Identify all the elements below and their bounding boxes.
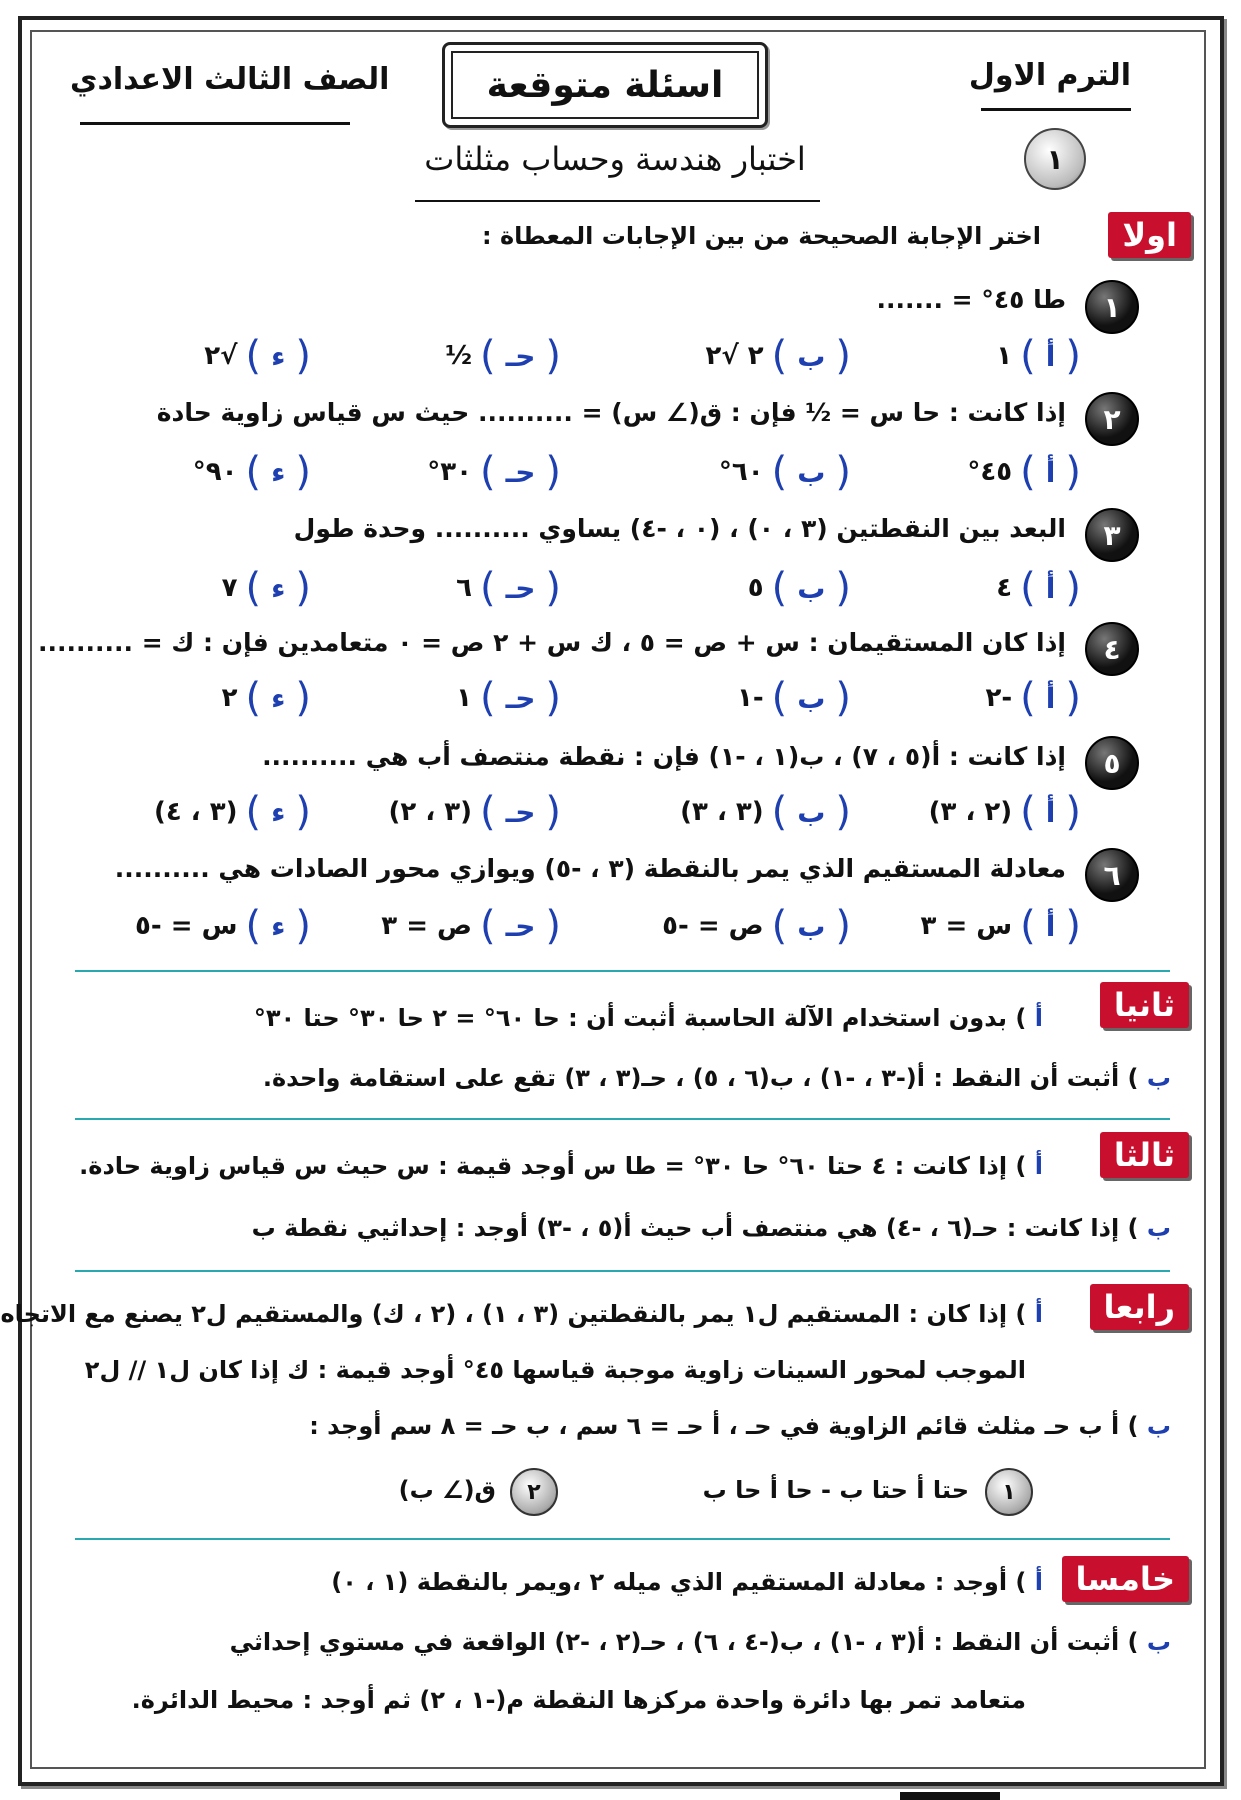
page-title: اسئلة متوقعة (451, 51, 759, 119)
option-5-a[interactable]: ( أ ) (٢ ، ٣) (928, 789, 1081, 835)
section-label-4: رابعا (1090, 1284, 1189, 1330)
section4-part-b: ب ) أ ب حـ مثلث قائم الزاوية في حـ ، أ حـ = ٦ سم ، ب حـ = ٨ سم أوجد : (309, 1412, 1171, 1440)
option-3-c[interactable]: ( حـ ) ٦ (456, 565, 561, 611)
section3-part-a: أ ) إذا كانت : ٤ حتا ٦٠° حا ٣٠° = طا س أوجد قيمة : س حيث س قياس زاوية حادة. (79, 1152, 1043, 1180)
option-3-a[interactable]: ( أ ) ٤ (996, 565, 1081, 611)
grade-label: الصف الثالث الاعدادي (70, 62, 390, 97)
grade-underline (80, 122, 350, 125)
section-label-3: ثالثا (1100, 1132, 1189, 1178)
section5-part-b-line2: متعامد تمر بها دائرة واحدة مركزها النقطة م(-١ ، ٢) ثم أوجد : محيط الدائرة. (131, 1686, 1026, 1714)
option-3-b[interactable]: ( ب ) ٥ (747, 565, 851, 611)
subquestion-badge-1: ١ (985, 1468, 1033, 1516)
question-number-3: ٣ (1085, 508, 1139, 562)
section-label-2: ثانيا (1100, 982, 1189, 1028)
question-number-1: ١ (1085, 280, 1139, 334)
section-label-5: خامسا (1062, 1556, 1189, 1602)
option-1-a[interactable]: ( أ ) ١ (996, 333, 1081, 379)
divider-1 (75, 970, 1170, 972)
question-text-2: إذا كانت : حا س = ½ فإن : ق(∠ س) = .......... حيث س قياس زاوية حادة (156, 398, 1066, 427)
question-number-5: ٥ (1085, 736, 1139, 790)
section4-part-a-line1: أ ) إذا كان : المستقيم ل١ يمر بالنقطتين (٣ ، ١) ، (٢ ، ك) والمستقيم ل٢ يصنع مع الاتجاه (0, 1300, 1043, 1328)
option-4-d[interactable]: ( ء ) ٢ (221, 675, 311, 721)
option-2-d[interactable]: ( ء ) ٩٠° (192, 449, 311, 495)
section-label-1: اولا (1108, 212, 1191, 258)
option-2-c[interactable]: ( حـ ) ٣٠° (427, 449, 561, 495)
bottom-tab (900, 1792, 1000, 1800)
section1-instruction: اختر الإجابة الصحيحة من بين الإجابات المعطاة : (482, 222, 1041, 250)
subtitle-underline (415, 200, 820, 202)
divider-3 (75, 1270, 1170, 1272)
divider-4 (75, 1538, 1170, 1540)
term-underline (981, 108, 1131, 111)
title-box (442, 42, 768, 128)
section5-part-a: أ ) أوجد : معادلة المستقيم الذي ميله ٢ ،ويمر بالنقطة (١ ، ٠) (331, 1568, 1043, 1596)
section5-part-b-line1: ب ) أثبت أن النقط : أ(٣ ، -١) ، ب(-٤ ، ٦) ، حـ(٢ ، -٢) الواقعة في مستوي إحداثي (229, 1628, 1171, 1656)
question-number-4: ٤ (1085, 622, 1139, 676)
question-text-3: البعد بين النقطتين (٣ ، ٠) ، (٠ ، -٤) يساوي .......... وحدة طول (293, 514, 1066, 543)
option-1-d[interactable]: ( ء ) √٢ (204, 333, 311, 379)
option-5-c[interactable]: ( حـ ) (٣ ، ٢) (388, 789, 561, 835)
question-text-1: طا ٤٥° = ....... (876, 285, 1066, 314)
section2-part-b: ب ) أثبت أن النقط : أ(-٣ ، -١) ، ب(٦ ، ٥) ، حـ(٣ ، ٣) تقع على استقامة واحدة. (262, 1064, 1171, 1092)
option-5-b[interactable]: ( ب ) (٣ ، ٣) (680, 789, 851, 835)
option-6-c[interactable]: ( حـ ) ص = ٣ (381, 903, 561, 949)
option-1-b[interactable]: ( ب ) ٢ √٢ (705, 333, 851, 379)
page-subtitle: اختبار هندسة وحساب مثلثات (424, 140, 806, 178)
divider-2 (75, 1118, 1170, 1120)
section4-part-a-line2: الموجب لمحور السينات زاوية موجبة قياسها ٤٥° أوجد قيمة : ك إذا كان ل١ // ل٢ (84, 1356, 1026, 1384)
term-label: الترم الاول (968, 58, 1131, 93)
question-number-2: ٢ (1085, 392, 1139, 446)
option-5-d[interactable]: ( ء ) (٣ ، ٤) (153, 789, 311, 835)
question-text-5: إذا كانت : أ(٥ ، ٧) ، ب(١ ، -١) فإن : نقطة منتصف أب هي .......... (262, 742, 1066, 771)
option-6-d[interactable]: ( ء ) س = -٥ (135, 903, 311, 949)
option-2-b[interactable]: ( ب ) ٦٠° (718, 449, 851, 495)
test-number-badge: ١ (1024, 128, 1086, 190)
question-text-4: إذا كان المستقيمان : س + ص = ٥ ، ك س + ٢ ص = ٠ متعامدين فإن : ك = .......... (38, 628, 1066, 657)
subquestion-badge-2: ٢ (510, 1468, 558, 1516)
section4-subquestion-2: ق(∠ ب) (398, 1476, 496, 1504)
section4-subquestion-1: حتا أ حتا ب - حا أ حا ب (702, 1476, 969, 1504)
option-3-d[interactable]: ( ء ) ٧ (221, 565, 311, 611)
option-4-b[interactable]: ( ب ) -١ (736, 675, 851, 721)
section3-part-b: ب ) إذا كانت : حـ(٦ ، -٤) هي منتصف أب حيث أ(٥ ، -٣) أوجد : إحداثيي نقطة ب (251, 1214, 1171, 1242)
option-4-a[interactable]: ( أ ) -٢ (985, 675, 1081, 721)
option-6-a[interactable]: ( أ ) س = ٣ (920, 903, 1081, 949)
option-6-b[interactable]: ( ب ) ص = -٥ (662, 903, 851, 949)
question-text-6: معادلة المستقيم الذي يمر بالنقطة (٣ ، -٥) ويوازي محور الصادات هي .......... (114, 854, 1066, 883)
option-2-a[interactable]: ( أ ) ٤٥° (967, 449, 1081, 495)
option-4-c[interactable]: ( حـ ) ١ (456, 675, 561, 721)
section2-part-a: أ ) بدون استخدام الآلة الحاسبة أثبت أن : حا ٦٠° = ٢ حا ٣٠° حتا ٣٠° (253, 1004, 1043, 1032)
option-1-c[interactable]: ( حـ ) ½ (445, 333, 561, 379)
question-number-6: ٦ (1085, 848, 1139, 902)
